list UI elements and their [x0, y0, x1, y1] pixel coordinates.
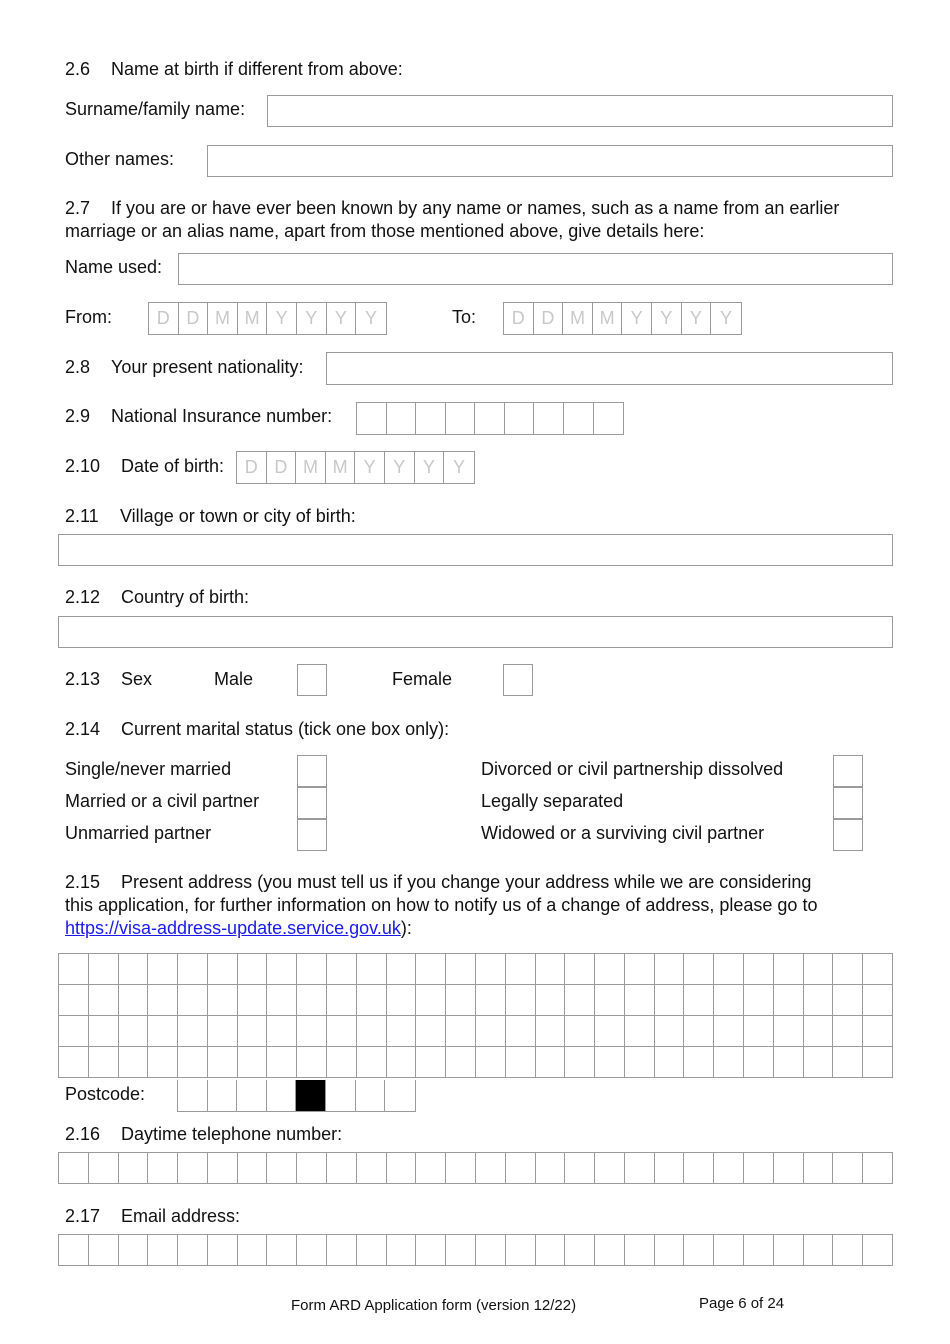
char-cell[interactable]	[714, 1235, 744, 1266]
other-names-input[interactable]	[207, 145, 893, 177]
char-cell[interactable]	[655, 1153, 685, 1184]
char-cell[interactable]	[238, 1153, 268, 1184]
char-cell[interactable]	[595, 954, 625, 985]
char-cell[interactable]	[89, 1153, 119, 1184]
char-cell[interactable]	[476, 1047, 506, 1078]
char-cell[interactable]	[208, 954, 238, 985]
name-used-label: Name used:	[65, 257, 163, 277]
char-cell[interactable]	[89, 985, 119, 1016]
char-cell[interactable]	[297, 1016, 327, 1047]
postcode-char-cell[interactable]	[326, 1080, 356, 1111]
char-cell[interactable]	[714, 985, 744, 1016]
char-cell[interactable]	[297, 985, 327, 1016]
char-cell[interactable]	[833, 954, 863, 985]
postcode-char-cell[interactable]	[385, 1080, 415, 1111]
char-cell[interactable]	[327, 1153, 357, 1184]
date-char-cell[interactable]: Y	[327, 303, 357, 334]
marital-separated-checkbox[interactable]	[833, 787, 863, 819]
char-cell[interactable]	[595, 1153, 625, 1184]
surname-input[interactable]	[267, 95, 893, 127]
date-char-cell[interactable]: Y	[267, 303, 297, 334]
char-cell[interactable]	[565, 1047, 595, 1078]
char-cell[interactable]	[446, 954, 476, 985]
char-cell[interactable]	[387, 1153, 417, 1184]
date-char-cell[interactable]: M	[326, 452, 356, 483]
char-cell[interactable]	[625, 1235, 655, 1266]
char-cell[interactable]	[416, 1153, 446, 1184]
date-char-cell[interactable]: Y	[355, 452, 385, 483]
char-cell[interactable]	[804, 954, 834, 985]
section-2-13-heading	[65, 668, 152, 690]
char-cell[interactable]	[59, 1047, 89, 1078]
char-cell[interactable]	[416, 1016, 446, 1047]
postcode-char-cell[interactable]	[356, 1080, 386, 1111]
char-cell[interactable]	[267, 1047, 297, 1078]
char-cell[interactable]	[119, 1235, 149, 1266]
char-cell[interactable]	[804, 985, 834, 1016]
section-number: 2.13	[65, 669, 101, 689]
char-cell[interactable]	[506, 1047, 536, 1078]
char-cell[interactable]	[267, 1016, 297, 1047]
marital-divorced-checkbox[interactable]	[833, 755, 863, 787]
section-number: 2.9	[65, 406, 91, 426]
char-cell[interactable]	[446, 1153, 476, 1184]
char-cell[interactable]	[744, 1016, 774, 1047]
char-cell[interactable]	[684, 1235, 714, 1266]
char-cell[interactable]	[416, 1047, 446, 1078]
char-cell[interactable]	[833, 1153, 863, 1184]
section-text: Date of birth:	[121, 456, 225, 476]
marital-option-label: Single/never married	[65, 759, 232, 779]
footer-form-name: Form ARD Application form (version 12/22)	[291, 1297, 577, 1314]
char-cell[interactable]	[178, 1153, 208, 1184]
ni-char-cell[interactable]	[446, 403, 476, 434]
date-char-cell[interactable]: M	[238, 303, 268, 334]
char-cell[interactable]	[238, 1016, 268, 1047]
char-cell[interactable]	[148, 1153, 178, 1184]
grid-row	[59, 954, 893, 985]
ni-char-cell[interactable]	[534, 403, 564, 434]
address-grid[interactable]	[58, 953, 893, 1078]
char-cell[interactable]	[148, 985, 178, 1016]
char-cell[interactable]	[238, 1235, 268, 1266]
char-cell[interactable]	[506, 954, 536, 985]
section-number: 2.6	[65, 59, 91, 79]
char-cell[interactable]	[59, 1016, 89, 1047]
date-char-cell[interactable]: D	[504, 303, 534, 334]
section-number: 2.12	[65, 587, 101, 607]
date-char-cell[interactable]: Y	[415, 452, 445, 483]
char-cell[interactable]	[327, 985, 357, 1016]
char-cell[interactable]	[744, 954, 774, 985]
char-cell[interactable]	[416, 954, 446, 985]
dob-input[interactable]	[236, 451, 475, 484]
char-cell[interactable]	[387, 954, 417, 985]
char-cell[interactable]	[744, 1235, 774, 1266]
char-cell[interactable]	[119, 1153, 149, 1184]
postcode-char-cell[interactable]	[237, 1080, 267, 1111]
char-cell[interactable]	[595, 985, 625, 1016]
char-cell[interactable]	[178, 954, 208, 985]
section-text: National Insurance number:	[111, 406, 333, 426]
char-cell[interactable]	[297, 954, 327, 985]
char-cell[interactable]	[208, 1047, 238, 1078]
from-label: From:	[65, 307, 112, 327]
to-label: To:	[452, 307, 477, 327]
ni-char-cell[interactable]	[475, 403, 505, 434]
char-cell[interactable]	[89, 954, 119, 985]
char-cell[interactable]	[476, 954, 506, 985]
char-cell[interactable]	[119, 985, 149, 1016]
char-cell[interactable]	[59, 985, 89, 1016]
date-char-cell[interactable]: M	[208, 303, 238, 334]
char-cell[interactable]	[565, 954, 595, 985]
char-cell[interactable]	[357, 1153, 387, 1184]
char-cell[interactable]	[267, 1153, 297, 1184]
char-cell[interactable]	[714, 1047, 744, 1078]
date-char-cell[interactable]: Y	[452, 457, 465, 477]
char-cell[interactable]	[327, 954, 357, 985]
section-number: 2.17	[65, 1206, 101, 1226]
char-cell[interactable]	[655, 1016, 685, 1047]
postcode-char-cell[interactable]	[267, 1080, 297, 1111]
char-cell[interactable]	[357, 1235, 387, 1266]
date-char-cell[interactable]: Y	[682, 303, 712, 334]
char-cell[interactable]	[536, 1047, 566, 1078]
grid-row	[59, 985, 893, 1016]
char-cell[interactable]	[684, 1047, 714, 1078]
char-cell[interactable]	[744, 1153, 774, 1184]
marital-option-label: Married or a civil partner	[65, 791, 260, 811]
date-char-cell[interactable]: Y	[652, 303, 682, 334]
char-cell[interactable]	[387, 1016, 417, 1047]
char-cell[interactable]	[327, 1016, 357, 1047]
char-cell[interactable]	[506, 985, 536, 1016]
char-cell[interactable]	[446, 1047, 476, 1078]
section-text: Village or town or city of birth:	[120, 506, 356, 526]
section-text: Present address (you must tell us if you change your address while we are considering	[121, 872, 812, 892]
char-cell[interactable]	[208, 1016, 238, 1047]
char-cell[interactable]	[416, 985, 446, 1016]
ni-char-cell[interactable]	[357, 403, 387, 434]
char-cell[interactable]	[89, 1016, 119, 1047]
char-cell[interactable]	[297, 1153, 327, 1184]
sex-male-checkbox[interactable]	[297, 664, 327, 696]
other-names-label: Other names:	[65, 149, 175, 169]
section-2-6-heading	[65, 58, 403, 80]
date-char-cell[interactable]: Y	[385, 452, 415, 483]
char-cell[interactable]	[327, 1235, 357, 1266]
char-cell[interactable]	[595, 1235, 625, 1266]
char-cell[interactable]	[119, 1047, 149, 1078]
ni-char-cell[interactable]	[564, 403, 594, 434]
char-cell[interactable]	[506, 1235, 536, 1266]
char-cell[interactable]	[684, 954, 714, 985]
char-cell[interactable]	[774, 1047, 804, 1078]
char-cell[interactable]	[148, 1016, 178, 1047]
to-date-input[interactable]	[503, 302, 742, 335]
postcode-char-cell[interactable]	[178, 1080, 208, 1111]
marital-widowed-checkbox[interactable]	[833, 819, 863, 851]
marital-option-label: Widowed or a surviving civil partner	[481, 823, 765, 843]
char-cell[interactable]	[863, 1016, 893, 1047]
char-cell[interactable]	[655, 985, 685, 1016]
char-cell[interactable]	[774, 985, 804, 1016]
date-char-cell[interactable]: D	[267, 452, 297, 483]
marital-married-checkbox[interactable]	[297, 787, 327, 819]
char-cell[interactable]	[804, 1153, 834, 1184]
char-cell[interactable]	[208, 985, 238, 1016]
ni-char-cell[interactable]	[387, 403, 417, 434]
postcode-separator-cell	[296, 1080, 326, 1111]
char-cell[interactable]	[387, 1235, 417, 1266]
char-cell[interactable]	[863, 1153, 893, 1184]
sex-female-label: Female	[392, 669, 453, 689]
section-2-7-text-line2: marriage or an alias name, apart from those mentioned above, give details here:	[65, 221, 705, 241]
postcode-char-cell[interactable]	[208, 1080, 238, 1111]
section-text: If you are or have ever been known by any name or names, such as a name from an earlier	[111, 198, 840, 218]
char-cell[interactable]	[476, 1153, 506, 1184]
ni-char-cell[interactable]	[505, 403, 535, 434]
char-cell[interactable]	[446, 985, 476, 1016]
name-used-input[interactable]	[178, 253, 893, 285]
section-text: Current marital status (tick one box only):	[121, 719, 450, 739]
char-cell[interactable]	[565, 1153, 595, 1184]
section-2-8-heading	[65, 356, 303, 378]
char-cell[interactable]	[863, 985, 893, 1016]
section-text: Country of birth:	[121, 587, 250, 607]
section-number: 2.15	[65, 872, 101, 892]
postcode-input[interactable]	[177, 1080, 416, 1112]
char-cell[interactable]	[178, 1235, 208, 1266]
char-cell[interactable]	[297, 1235, 327, 1266]
place-of-birth-input[interactable]	[58, 534, 893, 566]
telephone-grid[interactable]	[58, 1152, 893, 1184]
char-cell[interactable]	[178, 985, 208, 1016]
char-cell[interactable]	[357, 1016, 387, 1047]
char-cell[interactable]	[744, 985, 774, 1016]
marital-option-label: Divorced or civil partnership dissolved	[481, 759, 784, 779]
char-cell[interactable]	[625, 1047, 655, 1078]
char-cell[interactable]	[655, 1047, 685, 1078]
char-cell[interactable]	[655, 954, 685, 985]
section-number: 2.10	[65, 456, 101, 476]
section-2-14-heading	[65, 718, 449, 740]
date-char-cell[interactable]: D	[179, 303, 209, 334]
char-cell[interactable]	[625, 954, 655, 985]
link-suffix: ):	[400, 918, 412, 938]
char-cell[interactable]	[774, 954, 804, 985]
char-cell[interactable]	[59, 1153, 89, 1184]
char-cell[interactable]	[506, 1016, 536, 1047]
date-char-cell[interactable]: Y	[364, 308, 377, 328]
char-cell[interactable]	[238, 954, 268, 985]
date-char-cell[interactable]: M	[593, 303, 623, 334]
date-char-cell[interactable]: M	[563, 303, 593, 334]
char-cell[interactable]	[119, 954, 149, 985]
section-2-16-heading	[65, 1123, 342, 1145]
marital-single-checkbox[interactable]	[297, 755, 327, 787]
section-number: 2.14	[65, 719, 101, 739]
char-cell[interactable]	[714, 1016, 744, 1047]
char-cell[interactable]	[536, 1016, 566, 1047]
char-cell[interactable]	[774, 1235, 804, 1266]
char-cell[interactable]	[297, 1047, 327, 1078]
char-cell[interactable]	[59, 1235, 89, 1266]
date-char-cell[interactable]: Y	[622, 303, 652, 334]
char-cell[interactable]	[833, 1235, 863, 1266]
section-number: 2.8	[65, 357, 91, 377]
char-cell[interactable]	[119, 1016, 149, 1047]
marital-unmarried-checkbox[interactable]	[297, 819, 327, 851]
section-number: 2.7	[65, 198, 91, 218]
char-cell[interactable]	[833, 1016, 863, 1047]
ni-number-input[interactable]	[356, 402, 624, 435]
address-update-link[interactable]: https://visa-address-update.service.gov.uk	[65, 918, 401, 938]
date-char-cell[interactable]: M	[296, 452, 326, 483]
char-cell[interactable]	[774, 1016, 804, 1047]
char-cell[interactable]	[476, 985, 506, 1016]
sex-male-label: Male	[214, 669, 254, 689]
char-cell[interactable]	[833, 985, 863, 1016]
char-cell[interactable]	[565, 985, 595, 1016]
char-cell[interactable]	[357, 954, 387, 985]
surname-label: Surname/family name:	[65, 99, 246, 119]
char-cell[interactable]	[863, 1235, 893, 1266]
date-char-cell[interactable]: Y	[719, 308, 732, 328]
char-cell[interactable]	[148, 1235, 178, 1266]
char-cell[interactable]	[387, 985, 417, 1016]
section-2-10-heading	[65, 455, 224, 477]
section-number: 2.16	[65, 1124, 101, 1144]
char-cell[interactable]	[327, 1047, 357, 1078]
postcode-label: Postcode:	[65, 1084, 146, 1104]
char-cell[interactable]	[178, 1047, 208, 1078]
ni-char-cell[interactable]	[416, 403, 446, 434]
char-cell[interactable]	[357, 1047, 387, 1078]
grid-row	[59, 1235, 893, 1266]
char-cell[interactable]	[267, 1235, 297, 1266]
grid-row	[59, 1016, 893, 1047]
section-2-7-heading	[65, 197, 839, 219]
date-char-cell[interactable]: Y	[297, 303, 327, 334]
section-2-15-heading	[65, 871, 811, 893]
char-cell[interactable]	[446, 1235, 476, 1266]
char-cell[interactable]	[476, 1235, 506, 1266]
char-cell[interactable]	[714, 954, 744, 985]
section-2-12-heading	[65, 586, 249, 608]
char-cell[interactable]	[565, 1235, 595, 1266]
date-char-cell[interactable]: D	[237, 452, 267, 483]
char-cell[interactable]	[208, 1153, 238, 1184]
section-text: Your present nationality:	[111, 357, 304, 377]
date-char-cell[interactable]: D	[534, 303, 564, 334]
marital-option-label: Unmarried partner	[65, 823, 212, 843]
char-cell[interactable]	[536, 1235, 566, 1266]
char-cell[interactable]	[744, 1047, 774, 1078]
char-cell[interactable]	[655, 1235, 685, 1266]
grid-row	[59, 1153, 893, 1184]
char-cell[interactable]	[595, 1016, 625, 1047]
char-cell[interactable]	[446, 1016, 476, 1047]
char-cell[interactable]	[684, 1016, 714, 1047]
section-number: 2.11	[65, 506, 99, 526]
char-cell[interactable]	[536, 1153, 566, 1184]
nationality-input[interactable]	[326, 352, 893, 385]
char-cell[interactable]	[416, 1235, 446, 1266]
section-text: Daytime telephone number:	[121, 1124, 343, 1144]
char-cell[interactable]	[387, 1047, 417, 1078]
char-cell[interactable]	[684, 985, 714, 1016]
char-cell[interactable]	[625, 1016, 655, 1047]
char-cell[interactable]	[863, 1047, 893, 1078]
char-cell[interactable]	[267, 985, 297, 1016]
char-cell[interactable]	[804, 1047, 834, 1078]
grid-row	[59, 1047, 893, 1078]
char-cell[interactable]	[625, 985, 655, 1016]
char-cell[interactable]	[804, 1235, 834, 1266]
footer-page-number: Page 6 of 24	[699, 1295, 785, 1312]
ni-char-cell[interactable]	[594, 403, 624, 434]
char-cell[interactable]	[536, 954, 566, 985]
char-cell[interactable]	[506, 1153, 536, 1184]
char-cell[interactable]	[148, 1047, 178, 1078]
section-text: Name at birth if different from above:	[111, 59, 403, 79]
section-2-15-text-line3	[65, 917, 412, 939]
sex-female-checkbox[interactable]	[503, 664, 533, 696]
char-cell[interactable]	[863, 954, 893, 985]
char-cell[interactable]	[804, 1016, 834, 1047]
char-cell[interactable]	[238, 985, 268, 1016]
char-cell[interactable]	[178, 1016, 208, 1047]
char-cell[interactable]	[208, 1235, 238, 1266]
char-cell[interactable]	[774, 1153, 804, 1184]
section-2-9-heading	[65, 405, 332, 427]
char-cell[interactable]	[714, 1153, 744, 1184]
email-grid[interactable]	[58, 1234, 893, 1266]
country-of-birth-input[interactable]	[58, 616, 893, 648]
section-2-11-heading	[65, 505, 356, 527]
section-2-15-text-line2: this application, for further information on how to notify us of a change of address, please go to	[65, 895, 818, 915]
section-text: Sex	[121, 669, 153, 689]
section-text: Email address:	[121, 1206, 241, 1226]
char-cell[interactable]	[833, 1047, 863, 1078]
char-cell[interactable]	[565, 1016, 595, 1047]
char-cell[interactable]	[148, 954, 178, 985]
from-date-input[interactable]	[148, 302, 387, 335]
char-cell[interactable]	[476, 1016, 506, 1047]
char-cell[interactable]	[238, 1047, 268, 1078]
char-cell[interactable]	[625, 1153, 655, 1184]
char-cell[interactable]	[684, 1153, 714, 1184]
char-cell[interactable]	[536, 985, 566, 1016]
char-cell[interactable]	[267, 954, 297, 985]
char-cell[interactable]	[89, 1047, 119, 1078]
section-2-17-heading	[65, 1205, 240, 1227]
date-char-cell[interactable]: D	[149, 303, 179, 334]
char-cell[interactable]	[89, 1235, 119, 1266]
marital-option-label: Legally separated	[481, 791, 624, 811]
char-cell[interactable]	[59, 954, 89, 985]
char-cell[interactable]	[357, 985, 387, 1016]
char-cell[interactable]	[595, 1047, 625, 1078]
